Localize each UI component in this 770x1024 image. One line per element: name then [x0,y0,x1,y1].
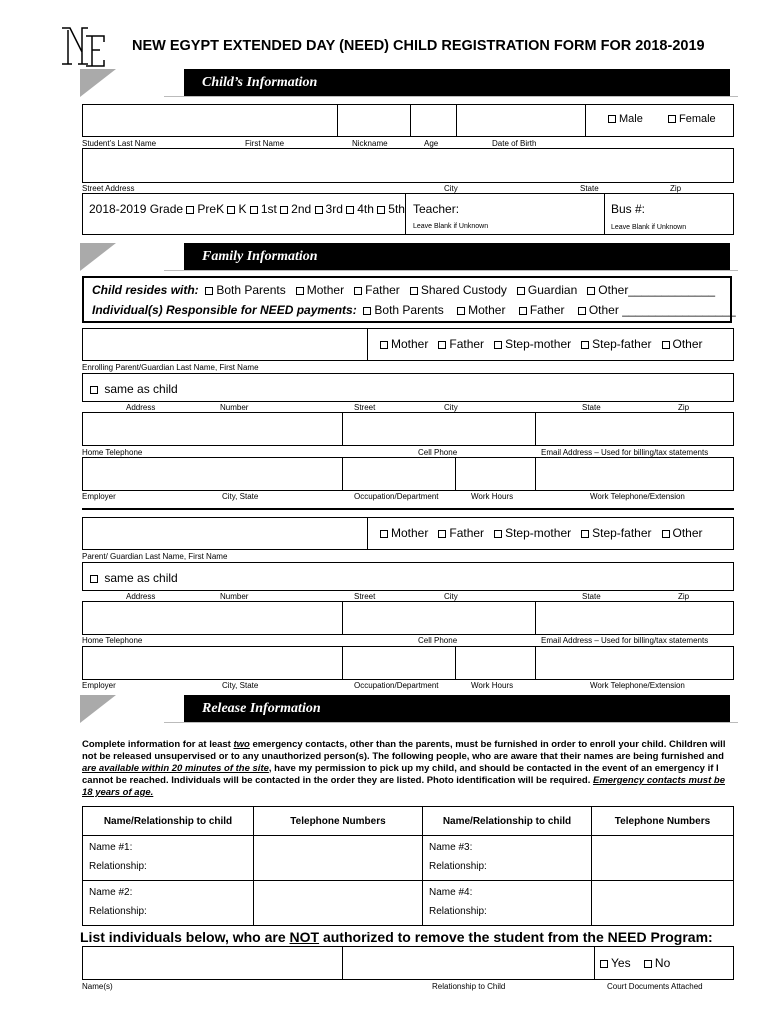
not-auth-relationship-field[interactable] [342,946,595,980]
release-info-banner: Release Information [80,695,730,723]
grade-3-checkbox[interactable] [315,206,323,214]
payment-row: Individual(s) Responsible for NEED payments: Both Parents Mother Father Other _________________ [92,303,736,317]
zip-label-2: Zip [678,592,690,601]
enrolling-parent-label: Enrolling Parent/Guardian Last Name, First Name [82,363,259,372]
email-label-1: Email Address – Used for billing/tax statements [541,448,709,457]
teacher-label: Teacher: [413,202,460,216]
enrolling-parent-name-field[interactable] [82,328,368,361]
parent2-work-tel[interactable] [535,646,734,680]
rel2-other-checkbox[interactable] [662,530,670,538]
state-label-2: State [582,592,601,601]
contact-4-phone[interactable] [592,881,734,926]
state-label-1: State [582,403,601,412]
hours-label-2: Work Hours [471,681,514,690]
teacher-blank-note: Leave Blank if Unknown [413,223,489,230]
contact-2-name[interactable]: Name #2: Relationship: [83,881,254,926]
nickname-label: Nickname [352,139,388,148]
home-tel-label-1: Home Telephone [82,448,143,457]
parent1-cell-phone[interactable] [342,412,536,446]
pay-other-checkbox[interactable] [578,307,586,315]
rel2-father-checkbox[interactable] [438,530,446,538]
parent2-occupation[interactable] [342,646,456,680]
street-label-2: Street [354,592,376,601]
parent2-hours[interactable] [455,646,536,680]
rel2-stepmother-checkbox[interactable] [494,530,502,538]
school-logo [58,24,108,70]
parent2-same-checkbox[interactable] [90,575,98,583]
pay-father-checkbox[interactable] [519,307,527,315]
contact-3-phone[interactable] [592,836,734,881]
divider [82,508,734,510]
emergency-contacts-table [82,806,734,926]
grade-2-checkbox[interactable] [280,206,288,214]
parent1-employer[interactable] [82,457,343,491]
contact-1-phone[interactable] [254,836,423,881]
city-label-1: City [444,403,458,412]
home-tel-label-2: Home Telephone [82,636,143,645]
grade-k-checkbox[interactable] [227,206,235,214]
bus-label: Bus #: [611,202,646,216]
female-option[interactable]: Female [668,113,716,125]
resides-row: Child resides with: Both Parents Mother Father Shared Custody Guardian Other_____________ [92,283,716,297]
street-address-field[interactable] [82,148,734,183]
bus-blank-note: Leave Blank if Unknown [611,224,687,231]
col-name-2: Name/Relationship to child [423,807,592,836]
male-checkbox[interactable] [608,115,616,123]
resides-mother-checkbox[interactable] [296,287,304,295]
parent2-cell-phone[interactable] [342,601,536,635]
page-title: NEW EGYPT EXTENDED DAY (NEED) CHILD REGISTRATION FORM FOR 2018-2019 [132,38,705,54]
cell-label-1: Cell Phone [418,448,458,457]
address-label-2: Address [126,592,156,601]
relation-options-2: Mother Father Step-mother Step-father Other [380,526,703,540]
parent1-same-as-child[interactable]: same as child [90,382,178,396]
student-last-name-field[interactable] [82,104,338,137]
last-name-label: Student’s Last Name [82,139,157,148]
resides-shared-checkbox[interactable] [410,287,418,295]
resides-father-checkbox[interactable] [354,287,362,295]
relationship-label: Relationship to Child [432,982,506,991]
grade-1-checkbox[interactable] [250,206,258,214]
street-label: Street Address [82,184,135,193]
rel1-mother-checkbox[interactable] [380,341,388,349]
citystate-label-1: City, State [222,492,259,501]
parent1-address-field[interactable] [82,373,734,402]
child-info-banner: Child’s Information [80,69,730,97]
resides-guardian-checkbox[interactable] [517,287,525,295]
rel2-mother-checkbox[interactable] [380,530,388,538]
rel1-stepmother-checkbox[interactable] [494,341,502,349]
col-name-1: Name/Relationship to child [83,807,254,836]
court-label: Court Documents Attached [607,982,703,991]
female-checkbox[interactable] [668,115,676,123]
parent2-address-field[interactable] [82,562,734,591]
pay-both-checkbox[interactable] [363,307,371,315]
contact-2-phone[interactable] [254,881,423,926]
family-info-banner: Family Information [80,243,730,271]
city-label-2: City [444,592,458,601]
relation-options-1: Mother Father Step-mother Step-father Other [380,337,703,351]
col-phone-2: Telephone Numbers [592,807,734,836]
age-label: Age [424,139,439,148]
parent2-employer[interactable] [82,646,343,680]
parent1-home-phone[interactable] [82,412,343,446]
not-authorized-heading: List individuals below, who are NOT authorized to remove the student from the NEED Program: [80,929,713,945]
first-name-label: First Name [245,139,285,148]
citystate-label-2: City, State [222,681,259,690]
worktel-label-1: Work Telephone/Extension [590,492,685,501]
parent1-hours[interactable] [455,457,536,491]
city-label: City [444,184,458,193]
parent2-label: Parent/ Guardian Last Name, First Name [82,552,228,561]
number-label-2: Number [220,592,249,601]
email-label-2: Email Address – Used for billing/tax statements [541,636,709,645]
names-label: Name(s) [82,982,113,991]
grade-5-checkbox[interactable] [377,206,385,214]
rel1-father-checkbox[interactable] [438,341,446,349]
zip-label: Zip [670,184,682,193]
dob-field[interactable] [456,104,586,137]
parent1-same-checkbox[interactable] [90,386,98,394]
parent2-same-as-child[interactable]: same as child [90,571,178,585]
number-label: Number [220,403,249,412]
occupation-label-2: Occupation/Department [354,681,439,690]
court-docs-options: Yes No [600,956,670,970]
contact-4-name[interactable]: Name #4: Relationship: [423,881,592,926]
parent1-occupation[interactable] [342,457,456,491]
court-yes-checkbox[interactable] [600,960,608,968]
grade-prek-checkbox[interactable] [186,206,194,214]
parent2-home-phone[interactable] [82,601,343,635]
age-field[interactable] [410,104,457,137]
employer-label-1: Employer [82,492,116,501]
grade-row: 2018-2019 Grade PreK K 1st 2nd 3rd 4th 5th [89,202,405,216]
rel2-stepfather-checkbox[interactable] [581,530,589,538]
col-phone-1: Telephone Numbers [254,807,423,836]
hours-label-1: Work Hours [471,492,514,501]
resides-other-checkbox[interactable] [587,287,595,295]
resides-both-checkbox[interactable] [205,287,213,295]
parent1-email[interactable] [535,412,734,446]
contact-3-name[interactable]: Name #3: Relationship: [423,836,592,881]
pay-mother-checkbox[interactable] [457,307,465,315]
court-no-checkbox[interactable] [644,960,652,968]
nickname-field[interactable] [337,104,411,137]
rel1-other-checkbox[interactable] [662,341,670,349]
employer-label-2: Employer [82,681,116,690]
rel1-stepfather-checkbox[interactable] [581,341,589,349]
dob-label: Date of Birth [492,139,537,148]
not-auth-names-field[interactable] [82,946,343,980]
male-option[interactable]: Male [608,113,643,125]
state-label: State [580,184,599,193]
release-paragraph: Complete information for at least two emergency contacts, other than the parents, must be furnished in order to enroll your child. Children will not be released unsupervised or to any unauthorized person(s). The following people, who are aware that their names are being furnished and are available within 20 minutes of the site, have my permission to pick up my child, and should be contacted in the event of an emergency if I cannot be reached. Individuals will be contacted in the order they are listed. Photo identification will be required. Emergency contacts must be 18 years of age. [82,739,726,798]
parent2-email[interactable] [535,601,734,635]
cell-label-2: Cell Phone [418,636,458,645]
grade-4-checkbox[interactable] [346,206,354,214]
parent1-work-tel[interactable] [535,457,734,491]
zip-label-1: Zip [678,403,690,412]
parent2-name-field[interactable] [82,517,368,550]
street-label-1: Street [354,403,376,412]
address-label: Address [126,403,156,412]
worktel-label-2: Work Telephone/Extension [590,681,685,690]
occupation-label-1: Occupation/Department [354,492,439,501]
contact-1-name[interactable]: Name #1: Relationship: [83,836,254,881]
